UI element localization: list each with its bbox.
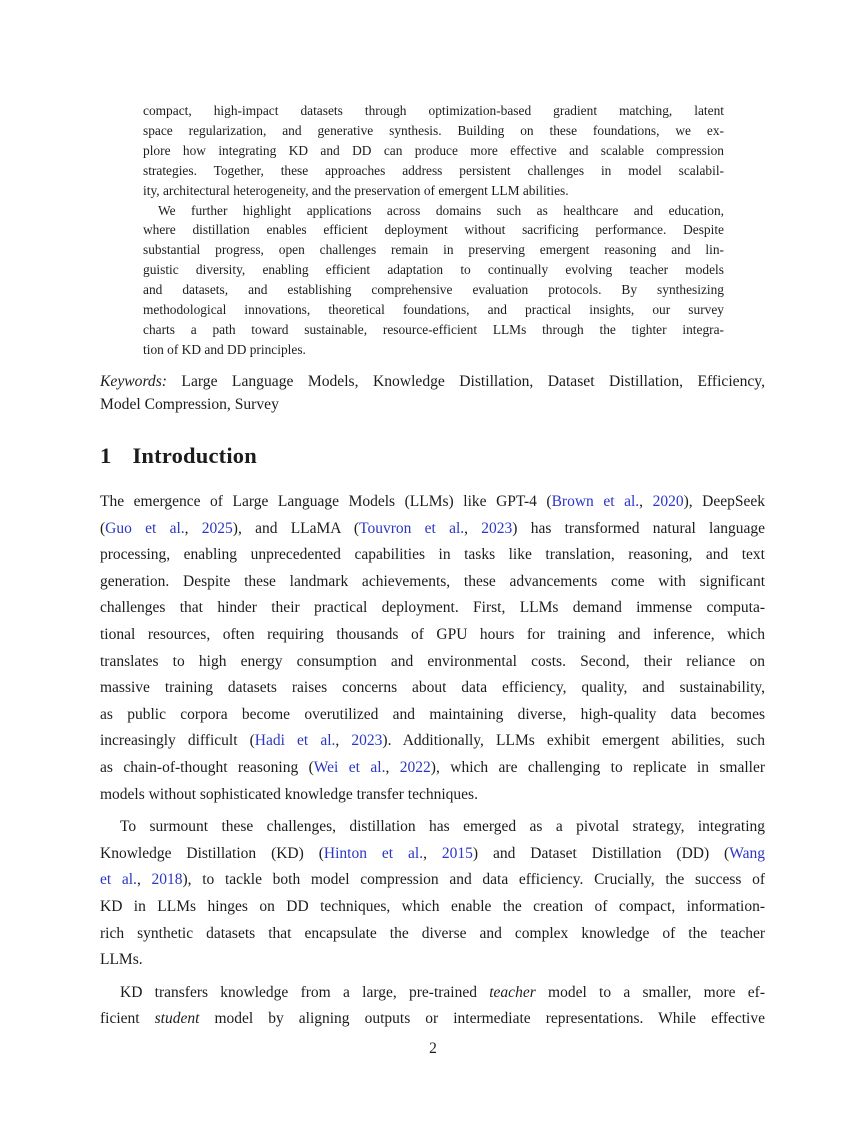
text-line xyxy=(100,728,765,755)
text-line xyxy=(100,755,765,782)
text-span: rich synthetic datasets that encapsulate the diverse and complex knowledge of the teacher xyxy=(100,924,765,942)
text-line xyxy=(143,141,724,161)
citation-link[interactable]: Hinton et al. xyxy=(323,844,424,862)
text-span: translates to high energy consumption and environmental costs. Second, their reliance on xyxy=(100,652,765,670)
text-line xyxy=(100,814,765,841)
text-span: ( xyxy=(100,519,106,537)
text-span: processing, enabling unprecedented capabilities in tasks like translation, reasoning, and text xyxy=(100,546,765,564)
text-line xyxy=(100,595,765,622)
citation-link[interactable]: 2015 xyxy=(441,844,473,862)
text-span: increasingly difficult ( xyxy=(100,732,255,750)
text-line xyxy=(100,1006,765,1033)
citation-link[interactable]: 2023 xyxy=(351,732,383,750)
text-span: model by aligning outputs or intermediate representations. While effective xyxy=(199,1010,765,1028)
text-line xyxy=(100,867,765,894)
text-span: charts a path toward sustainable, resource-efficient LLMs through the tighter integra- xyxy=(143,321,724,337)
text-span: , xyxy=(136,871,152,889)
text-span: ficient xyxy=(100,1010,155,1028)
text-span: massive training datasets raises concerns about data efficiency, quality, and sustainability, xyxy=(100,679,765,697)
text-span: , xyxy=(464,519,482,537)
text-span: tion of KD and DD principles. xyxy=(143,341,306,357)
text-line xyxy=(100,393,765,416)
text-span: , xyxy=(639,493,653,510)
text-span: The emergence of Large Language Models (LLMs) like GPT-4 ( xyxy=(100,493,552,510)
citation-link[interactable]: Brown et al. xyxy=(551,493,640,510)
text-span: KD in LLMs hinges on DD techniques, which enable the creation of compact, information- xyxy=(100,897,765,915)
text-line xyxy=(100,516,765,543)
citation-link[interactable]: Wei et al. xyxy=(313,758,386,776)
text-line xyxy=(100,569,765,596)
text-span: model to a smaller, more ef- xyxy=(535,983,765,1001)
paragraph xyxy=(143,201,724,360)
text-line xyxy=(143,220,724,240)
citation-link[interactable]: 2022 xyxy=(399,758,431,776)
text-span: , xyxy=(385,758,400,776)
text-span: , xyxy=(335,732,352,750)
citation-link[interactable]: Wang xyxy=(729,844,765,862)
text-span: compact, high-impact datasets through optimization-based gradient matching, latent xyxy=(143,103,724,118)
text-span: as chain-of-thought reasoning ( xyxy=(100,758,314,776)
text-span: , xyxy=(184,519,202,537)
citation-link[interactable]: et al. xyxy=(100,871,137,889)
text-span: substantial progress, open challenges remain in preserving emergent reasoning and lin- xyxy=(143,242,724,258)
text-line xyxy=(100,782,765,809)
text-span: ), which are challenging to replicate in smaller xyxy=(430,758,765,776)
paragraph xyxy=(100,489,765,808)
text-span: To surmount these challenges, distillation has emerged as a pivotal strategy, integrating xyxy=(120,818,765,836)
emphasis-text: teacher xyxy=(489,983,536,1001)
text-span: LLMs. xyxy=(100,951,143,969)
citation-link[interactable]: 2020 xyxy=(652,493,684,510)
text-span: challenges that hinder their practical deployment. First, LLMs demand immense computa- xyxy=(100,599,765,617)
citation-link[interactable]: Hadi et al. xyxy=(254,732,336,750)
text-line xyxy=(143,161,724,181)
text-line xyxy=(143,340,724,360)
citation-link[interactable]: Guo et al. xyxy=(105,519,185,537)
paragraph xyxy=(100,980,765,1033)
abstract-text xyxy=(143,101,724,360)
text-span: Large Language Models, Knowledge Distillation, Dataset Distillation, Efficiency, xyxy=(167,373,765,390)
text-line xyxy=(100,622,765,649)
page-number: 2 xyxy=(429,1040,437,1057)
text-span: ). Additionally, LLMs exhibit emergent abilities, such xyxy=(382,732,765,750)
text-span: ), and LLaMA ( xyxy=(232,519,360,537)
emphasis-text: Keywords: xyxy=(100,373,167,390)
paragraph xyxy=(100,370,765,416)
text-line xyxy=(143,300,724,320)
text-line xyxy=(100,649,765,676)
paragraph xyxy=(143,101,724,201)
citation-link[interactable]: 2018 xyxy=(151,871,183,889)
text-line xyxy=(143,201,724,221)
text-span: as public corpora become overutilized and maintaining diverse, high-quality data becomes xyxy=(100,705,765,723)
text-line xyxy=(100,921,765,948)
text-span: where distillation enables efficient deployment without sacrificing performance. Despite xyxy=(143,222,724,238)
text-line xyxy=(100,947,765,974)
text-line xyxy=(143,101,724,121)
text-line xyxy=(100,702,765,729)
text-span: ) has transformed natural language xyxy=(512,519,765,537)
text-line xyxy=(143,240,724,260)
text-span: Knowledge Distillation (KD) ( xyxy=(100,844,324,862)
text-line xyxy=(143,280,724,300)
text-span: tional resources, often requiring thousands of GPU hours for training and inference, which xyxy=(100,625,765,643)
section-heading xyxy=(100,443,257,469)
citation-link[interactable]: Touvron et al. xyxy=(359,519,465,537)
text-line xyxy=(100,841,765,868)
text-span: generation. Despite these landmark achievements, these advancements come with significant xyxy=(100,572,765,590)
text-span: ), to tackle both model compression and data efficiency. Crucially, the success of xyxy=(182,871,765,889)
text-span: plore how integrating KD and DD can produce more effective and scalable compression xyxy=(143,142,724,158)
text-span: We further highlight applications across domains such as healthcare and education, xyxy=(158,202,724,218)
text-line xyxy=(100,489,765,516)
text-line xyxy=(143,181,724,201)
text-span: methodological innovations, theoretical foundations, and practical insights, our survey xyxy=(143,302,724,318)
text-span: KD transfers knowledge from a large, pre-trained xyxy=(120,983,490,1001)
text-span: guistic diversity, enabling efficient adaptation to continually evolving teacher models xyxy=(143,262,724,278)
text-span: ) and Dataset Distillation (DD) ( xyxy=(472,844,730,862)
text-span: ), DeepSeek xyxy=(683,493,765,510)
text-line xyxy=(100,980,765,1007)
text-span: , xyxy=(423,844,442,862)
citation-link[interactable]: 2025 xyxy=(201,519,233,537)
paragraph xyxy=(100,814,765,974)
citation-link[interactable]: 2023 xyxy=(481,519,513,537)
text-line xyxy=(143,121,724,141)
text-span: Model Compression, Survey xyxy=(100,396,279,413)
text-line xyxy=(100,542,765,569)
text-line xyxy=(100,894,765,921)
text-line xyxy=(143,320,724,340)
text-span: space regularization, and generative synthesis. Building on these foundations, we ex- xyxy=(143,122,724,138)
emphasis-text: student xyxy=(154,1010,200,1028)
section-title: Introduction xyxy=(132,443,257,468)
text-span: models without sophisticated knowledge transfer techniques. xyxy=(100,785,478,803)
introduction-body xyxy=(100,489,765,1033)
keywords-block xyxy=(100,370,765,416)
text-line xyxy=(143,260,724,280)
text-line xyxy=(100,675,765,702)
section-number: 1 xyxy=(100,443,112,468)
text-span: and datasets, and establishing comprehensive evaluation protocols. By synthesizing xyxy=(143,282,724,298)
text-line xyxy=(100,370,765,393)
text-span: ity, architectural heterogeneity, and the preservation of emergent LLM abilities. xyxy=(143,182,569,198)
text-span: strategies. Together, these approaches address persistent challenges in model scalabil- xyxy=(143,162,724,178)
